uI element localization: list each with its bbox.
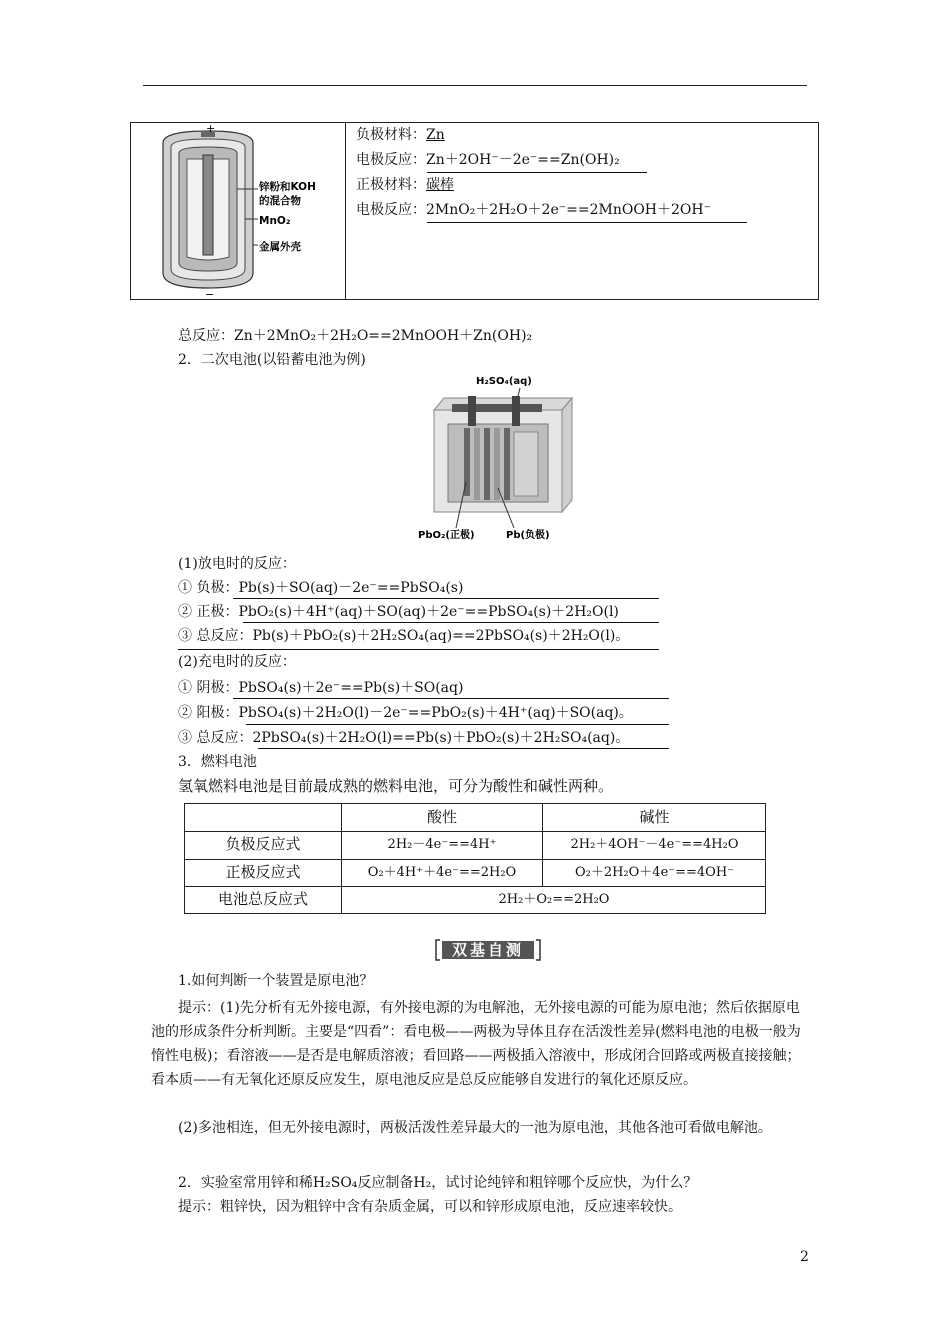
answer-underline bbox=[233, 598, 659, 599]
charge-title: (2)充电时的反应： bbox=[178, 654, 296, 670]
page-number: 2 bbox=[800, 1249, 809, 1265]
section3-title: 3．燃料电池 bbox=[178, 754, 257, 770]
section-badge bbox=[434, 938, 542, 962]
charge-line-3: ③ 总反应：2PbSO₄(s)＋2H₂O(l)==Pb(s)＋PbO₂(s)＋2H₂SO₄(aq)。 bbox=[178, 730, 630, 746]
row-value: Zn bbox=[426, 127, 445, 143]
shell-label: 金属外壳 bbox=[259, 241, 301, 253]
badge-label: 双基自测 bbox=[451, 941, 524, 959]
cell-neg-base: 2H₂＋4OH⁻－4e⁻==4H₂O bbox=[570, 837, 739, 852]
row-label: 负极材料： bbox=[356, 127, 426, 143]
cell-pos-acid: O₂＋4H⁺＋4e⁻==2H₂O bbox=[367, 865, 517, 880]
neg-reaction-row bbox=[356, 152, 620, 168]
pos-material-row bbox=[356, 177, 454, 193]
dry-cell-table bbox=[130, 122, 819, 300]
q2-question: 2．实验室常用锌和稀H₂SO₄反应制备H₂，试讨论纯锌和粗锌哪个反应快，为什么？ bbox=[178, 1175, 698, 1191]
row-label-negative: 负极反应式 bbox=[225, 835, 301, 853]
plus-label: + bbox=[206, 123, 216, 135]
fuel-intro: 氢氧燃料电池是目前最成熟的燃料电池，可分为酸性和碱性两种。 bbox=[178, 777, 614, 795]
row-value: Zn＋2OH⁻－2e⁻==Zn(OH)₂ bbox=[426, 152, 620, 168]
pos-reaction-row bbox=[356, 202, 711, 218]
neg-material-row bbox=[356, 127, 445, 143]
answer-underline bbox=[243, 622, 659, 623]
h2so4-label: H₂SO₄(aq) bbox=[476, 376, 532, 387]
answer-underline bbox=[427, 222, 747, 223]
zinc-koh-label: 锌粉和KOH bbox=[259, 181, 316, 193]
table-divider bbox=[345, 123, 346, 299]
q1-hint-1: 提示：(1)先分析有无外接电源，有外接电源的为电解池，无外接电源的可能为原电池；然后依据原电池的形成条件分析判断。主要是“四看”：看电极——两极为导体且存在活泼性差异(燃料电池的电极一般为惰性电极)；看溶液——是否是电解质溶液；看回路——两极插入溶液中，形成闭合回路或两极直接接触；看本质——有无氧化还原反应发生，原电池反应是总反应能够自发进行的氧化还原反应。 bbox=[151, 1000, 801, 1088]
mno2-label: MnO₂ bbox=[259, 215, 291, 227]
discharge-line-2: ② 正极：PbO₂(s)＋4H⁺(aq)＋SO(aq)＋2e⁻==PbSO₄(s)＋2H₂O(l) bbox=[178, 604, 619, 620]
section2-title: 2．二次电池(以铅蓄电池为例) bbox=[178, 352, 366, 368]
pbo2-label: PbO₂(正极) bbox=[418, 530, 475, 541]
discharge-line-1: ① 负极：Pb(s)＋SO(aq)－2e⁻==PbSO₄(s) bbox=[178, 580, 464, 596]
minus-label: − bbox=[205, 288, 215, 299]
charge-line-1: ① 阴极：PbSO₄(s)＋2e⁻==Pb(s)＋SO(aq) bbox=[178, 680, 464, 696]
answer-underline bbox=[178, 649, 659, 650]
row-value: 碳棒 bbox=[426, 177, 454, 193]
q2-hint: 提示：粗锌快，因为粗锌中含有杂质金属，可以和锌形成原电池，反应速率较快。 bbox=[178, 1199, 682, 1215]
answer-underline bbox=[427, 172, 647, 173]
charge-line-2: ② 阳极：PbSO₄(s)＋2H₂O(l)－2e⁻==PbO₂(s)＋4H⁺(aq)＋SO(aq)。 bbox=[178, 705, 633, 721]
row-label: 正极材料： bbox=[356, 177, 426, 193]
row-label: 电极反应： bbox=[356, 202, 426, 218]
discharge-title: (1)放电时的反应： bbox=[178, 556, 296, 572]
pb-label: Pb(负极) bbox=[506, 530, 550, 541]
row-label-positive: 正极反应式 bbox=[225, 863, 301, 881]
q1-hint-2: (2)多池相连，但无外接电源时，两极活泼性差异最大的一池为原电池，其他各池可看做电解池。 bbox=[178, 1120, 772, 1136]
row-value: 2MnO₂＋2H₂O＋2e⁻==2MnOOH＋2OH⁻ bbox=[426, 202, 712, 218]
answer-underline bbox=[258, 748, 669, 749]
cell-pos-base: O₂＋2H₂O＋4e⁻==4OH⁻ bbox=[574, 865, 735, 880]
lead-battery-diagram bbox=[412, 372, 612, 542]
cell-total: 2H₂＋O₂==2H₂O bbox=[498, 892, 610, 907]
mixture-label: 的混合物 bbox=[259, 195, 301, 207]
header-acid: 酸性 bbox=[426, 808, 457, 826]
answer-underline bbox=[246, 724, 669, 725]
answer-underline bbox=[233, 698, 669, 699]
q1-question: 1.如何判断一个装置是原电池？ bbox=[178, 973, 374, 989]
dry-cell-diagram bbox=[133, 123, 343, 299]
header-base: 碱性 bbox=[639, 808, 670, 826]
header-rule bbox=[143, 85, 807, 86]
discharge-line-3: ③ 总反应：Pb(s)＋PbO₂(s)＋2H₂SO₄(aq)==2PbSO₄(s)＋2H₂O(l)。 bbox=[178, 628, 630, 644]
row-label-total: 电池总反应式 bbox=[217, 890, 308, 908]
cell-neg-acid: 2H₂－4e⁻==4H⁺ bbox=[387, 837, 497, 852]
total-reaction: 总反应：Zn＋2MnO₂＋2H₂O==2MnOOH＋Zn(OH)₂ bbox=[178, 328, 533, 344]
row-label: 电极反应： bbox=[356, 152, 426, 168]
fuel-cell-table bbox=[184, 803, 766, 914]
